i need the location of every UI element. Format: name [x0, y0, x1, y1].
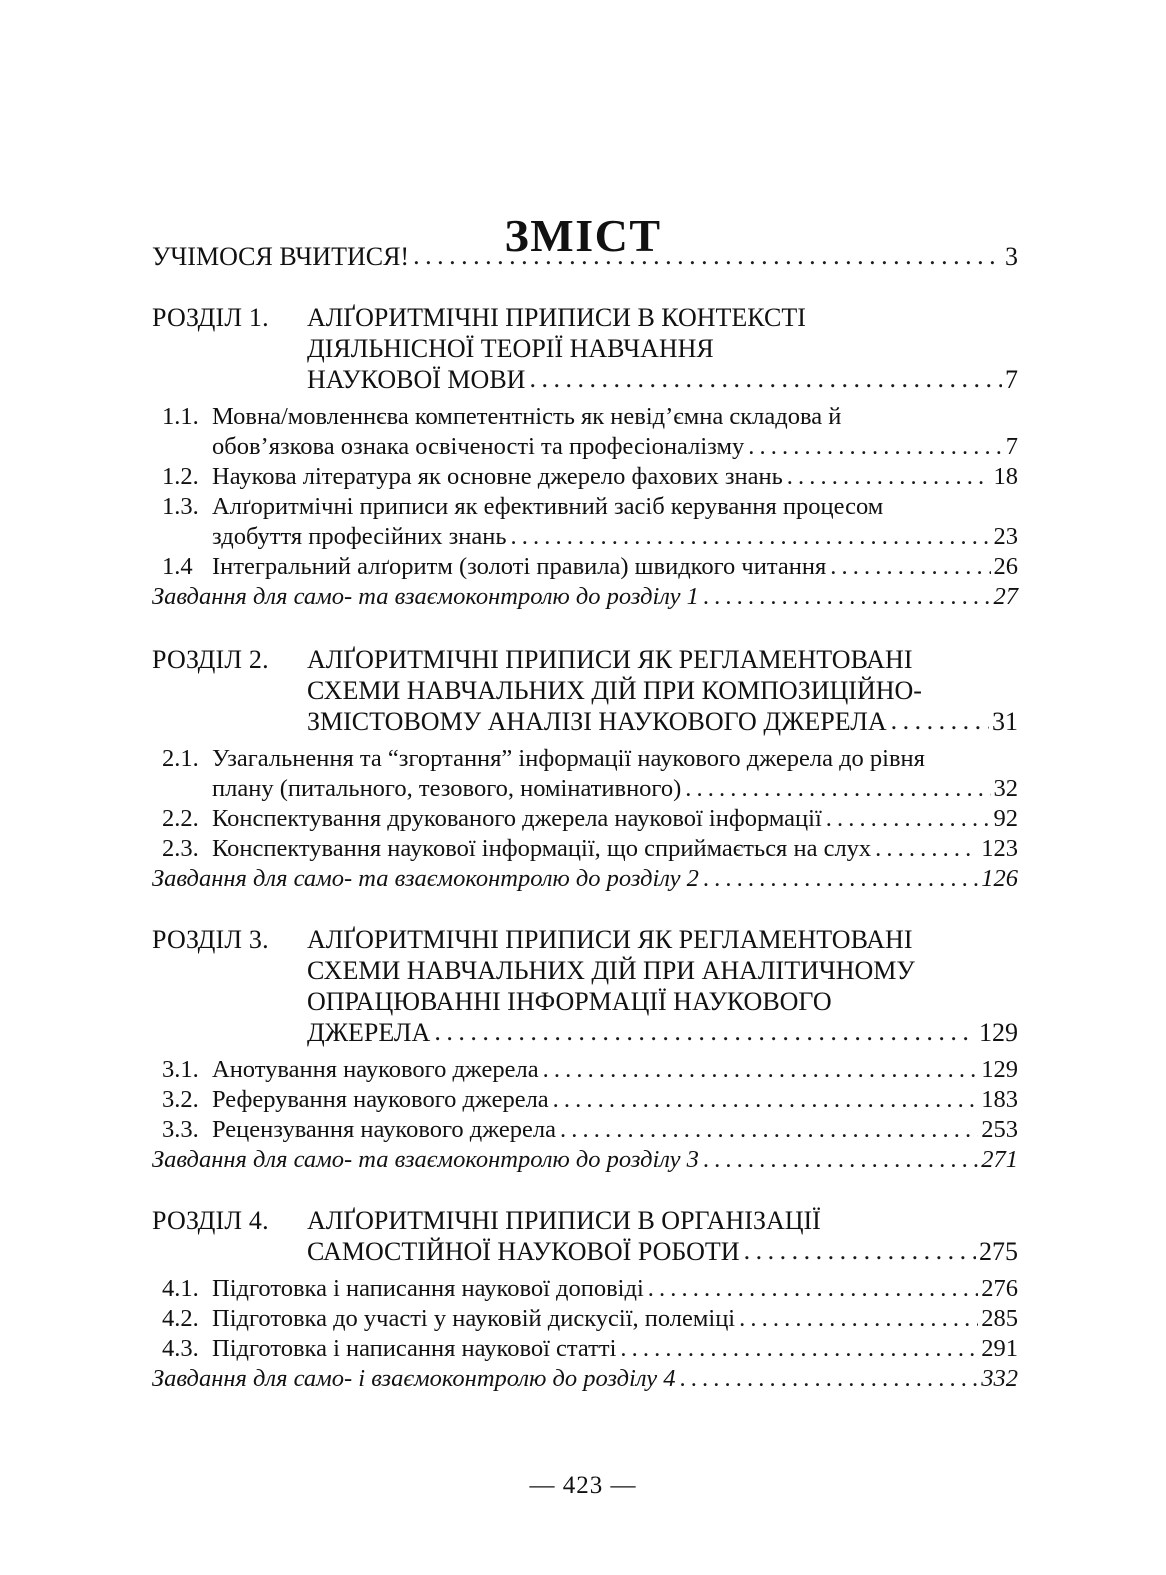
- section-body: [212, 1304, 1018, 1334]
- chapter-title: [307, 1205, 1018, 1267]
- section-number: 1.2.: [162, 463, 199, 490]
- dot-leader: [553, 1091, 979, 1116]
- section-title-line: [212, 1055, 1018, 1085]
- chapter-inner: [152, 644, 1018, 737]
- dot-leader: [739, 1310, 978, 1335]
- dot-leader: [703, 1151, 978, 1176]
- chapter-title: [307, 924, 1018, 1048]
- section-title-text: здобуття професійних знань: [212, 523, 507, 550]
- section-title-text: Підготовка і написання наукової доповіді: [212, 1275, 644, 1302]
- section-title-line: [212, 1274, 1018, 1304]
- toc-entry-section[interactable]: [152, 804, 1018, 834]
- control-task-page-number: 332: [981, 1365, 1018, 1392]
- chapter-title-text: ЗМІСТОВОМУ АНАЛІЗІ НАУКОВОГО ДЖЕРЕЛА: [307, 707, 887, 736]
- toc-entry-section[interactable]: [152, 402, 1018, 462]
- section-body: [212, 1055, 1018, 1085]
- section-page-number: 276: [981, 1275, 1018, 1302]
- toc-entry-section[interactable]: [152, 1334, 1018, 1364]
- toc-entry-control-task[interactable]: [152, 1145, 1018, 1175]
- chapter-title-line: [307, 1236, 1018, 1267]
- section-title-line: [212, 462, 1018, 492]
- section-title-line: [212, 432, 1018, 462]
- section-page-number: 129: [981, 1056, 1018, 1083]
- toc-entry-section[interactable]: [152, 1274, 1018, 1304]
- section-number: 4.3.: [162, 1335, 199, 1362]
- section-body: [212, 552, 1018, 582]
- section-body: [212, 1115, 1018, 1145]
- section-body: [212, 462, 1018, 492]
- chapter-page-number: 129: [979, 1018, 1018, 1047]
- chapter-title-line: АЛҐОРИТМІЧНІ ПРИПИСИ В КОНТЕКСТІ: [307, 303, 806, 332]
- chapter-title: [307, 644, 1018, 737]
- dot-leader: [560, 1121, 978, 1146]
- chapter-number: РОЗДІЛ 3.: [152, 925, 269, 954]
- toc-entry-section[interactable]: [152, 1085, 1018, 1115]
- section-body: [212, 804, 1018, 834]
- chapter-inner: [152, 302, 1018, 395]
- chapter-title-line: ОПРАЦЮВАННІ ІНФОРМАЦІЇ НАУКОВОГО: [307, 987, 832, 1016]
- toc-entry-section[interactable]: [152, 462, 1018, 492]
- section-list: [152, 744, 1018, 894]
- section-title-line: Мовна/мовленнєва компетентність як невід’ємна складова й: [212, 403, 842, 430]
- chapter-number: РОЗДІЛ 1.: [152, 303, 269, 332]
- dot-leader: [748, 438, 1002, 463]
- chapter-title-text: САМОСТІЙНОЇ НАУКОВОЇ РОБОТИ: [307, 1237, 740, 1266]
- section-page-number: 26: [993, 553, 1018, 580]
- dot-leader: [679, 1370, 978, 1395]
- front-matter-label: УЧІМОСЯ ВЧИТИСЯ!: [152, 242, 410, 271]
- section-page-number: 253: [981, 1116, 1018, 1143]
- section-number: 3.3.: [162, 1116, 199, 1143]
- dot-leader: [891, 711, 989, 737]
- control-task-page-number: 126: [981, 865, 1018, 892]
- chapter-title: [307, 302, 1018, 395]
- toc-entry-chapter[interactable]: [152, 1205, 1018, 1267]
- dot-leader: [413, 246, 1002, 272]
- toc-entry-chapter[interactable]: [152, 644, 1018, 737]
- chapter-inner: [152, 1205, 1018, 1267]
- section-number: 2.3.: [162, 835, 199, 862]
- control-task-page-number: 271: [981, 1146, 1018, 1173]
- section-title-text: Реферування наукового джерела: [212, 1086, 549, 1113]
- dot-leader: [685, 780, 990, 805]
- chapter-inner: [152, 924, 1018, 1048]
- section-title-line: [212, 834, 1018, 864]
- section-title-text: Рецензування наукового джерела: [212, 1116, 556, 1143]
- section-number: 3.1.: [162, 1056, 199, 1083]
- control-task-text: Завдання для само- та взаємоконтролю до розділу 1: [152, 583, 699, 610]
- section-page-number: 123: [981, 835, 1018, 862]
- section-page-number: 183: [981, 1086, 1018, 1113]
- chapter-title-line: СХЕМИ НАВЧАЛЬНИХ ДІЙ ПРИ КОМПОЗИЦІЙНО-: [307, 676, 922, 705]
- chapter-title-line: [307, 706, 1018, 737]
- chapter-number: РОЗДІЛ 4.: [152, 1206, 269, 1235]
- section-page-number: 7: [1005, 433, 1018, 460]
- section-title-text: Анотування наукового джерела: [212, 1056, 539, 1083]
- chapter-group: [152, 924, 1018, 1175]
- section-body: [212, 744, 1018, 804]
- dot-leader: [744, 1241, 976, 1267]
- dot-leader: [703, 870, 978, 895]
- section-body: [212, 402, 1018, 462]
- page-title: ЗМІСТ: [504, 209, 662, 261]
- section-list: [152, 1055, 1018, 1175]
- toc-entry-section[interactable]: [152, 552, 1018, 582]
- chapter-list: [152, 302, 1018, 1394]
- page-footer: — 423 —: [529, 1472, 637, 1499]
- toc-entry-control-task[interactable]: [152, 864, 1018, 894]
- table-of-contents: [152, 242, 1018, 1424]
- chapter-title-text: НАУКОВОЇ МОВИ: [307, 365, 526, 394]
- section-body: [212, 1334, 1018, 1364]
- section-title-line: [212, 804, 1018, 834]
- section-body: [212, 1274, 1018, 1304]
- control-task-text: Завдання для само- та взаємоконтролю до розділу 2: [152, 865, 699, 892]
- section-title-line: [212, 1085, 1018, 1115]
- section-number: 2.2.: [162, 805, 199, 832]
- chapter-title-line: АЛҐОРИТМІЧНІ ПРИПИСИ В ОРГАНІЗАЦІЇ: [307, 1206, 821, 1235]
- chapter-page-number: 7: [1005, 365, 1018, 394]
- section-number: 4.2.: [162, 1305, 199, 1332]
- dot-leader: [830, 558, 990, 583]
- section-number: 4.1.: [162, 1275, 199, 1302]
- section-title-line: [212, 1115, 1018, 1145]
- control-task-page-number: 27: [993, 583, 1018, 610]
- section-page-number: 285: [981, 1305, 1018, 1332]
- dot-leader: [875, 840, 978, 865]
- section-title-text: плану (питального, тезового, номінативного): [212, 775, 682, 802]
- section-title-text: Інтегральний алґоритм (золоті правила) швидкого читання: [212, 553, 827, 580]
- chapter-number: РОЗДІЛ 2.: [152, 645, 269, 674]
- chapter-title-line: ДІЯЛЬНІСНОЇ ТЕОРІЇ НАВЧАННЯ: [307, 334, 714, 363]
- chapter-title-text: ДЖЕРЕЛА: [307, 1018, 431, 1047]
- toc-entry-section[interactable]: [152, 1115, 1018, 1145]
- toc-entry-section[interactable]: [152, 834, 1018, 864]
- dot-leader: [648, 1280, 978, 1305]
- section-title-line: Алґоритмічні приписи як ефективний засіб керування процесом: [212, 493, 884, 520]
- control-task-text: Завдання для само- та взаємоконтролю до розділу 3: [152, 1146, 699, 1173]
- section-title-text: Конспектування друкованого джерела наукової інформації: [212, 805, 822, 832]
- section-title-text: Наукова література як основне джерело фахових знань: [212, 463, 783, 490]
- section-title-line: [212, 522, 1018, 552]
- section-title-line: [212, 1334, 1018, 1364]
- section-list: [152, 402, 1018, 612]
- dot-leader: [434, 1022, 976, 1048]
- section-title-line: [212, 1304, 1018, 1334]
- section-page-number: 18: [993, 463, 1018, 490]
- section-title-text: Конспектування наукової інформації, що сприймається на слух: [212, 835, 872, 862]
- section-page-number: 92: [993, 805, 1018, 832]
- dot-leader: [620, 1340, 978, 1365]
- toc-entry-section[interactable]: [152, 744, 1018, 804]
- dot-leader: [826, 810, 991, 835]
- section-number: 3.2.: [162, 1086, 199, 1113]
- chapter-group: [152, 1205, 1018, 1394]
- chapter-group: [152, 644, 1018, 894]
- control-task-text: Завдання для само- і взаємоконтролю до розділу 4: [152, 1365, 676, 1392]
- section-title-text: Підготовка і написання наукової статті: [212, 1335, 617, 1362]
- toc-entry-control-task[interactable]: [152, 1364, 1018, 1394]
- section-page-number: 291: [981, 1335, 1018, 1362]
- chapter-title-line: СХЕМИ НАВЧАЛЬНИХ ДІЙ ПРИ АНАЛІТИЧНОМУ: [307, 956, 915, 985]
- chapter-group: [152, 302, 1018, 612]
- section-number: 2.1.: [162, 745, 199, 772]
- toc-entry-section[interactable]: [152, 1304, 1018, 1334]
- dot-leader: [703, 588, 991, 613]
- section-list: [152, 1274, 1018, 1394]
- section-title-line: [212, 552, 1018, 582]
- toc-entry-front-matter[interactable]: [152, 242, 1018, 272]
- chapter-title-line: [307, 1017, 1018, 1048]
- section-page-number: 23: [993, 523, 1018, 550]
- section-page-number: 32: [993, 775, 1018, 802]
- dot-leader: [787, 468, 991, 493]
- section-title-text: обов’язкова ознака освіченості та професіоналізму: [212, 433, 745, 460]
- chapter-page-number: 31: [992, 707, 1018, 736]
- toc-entry-control-task[interactable]: [152, 582, 1018, 612]
- section-number: 1.4: [162, 553, 193, 580]
- dot-leader: [511, 528, 991, 553]
- section-title-line: [212, 774, 1018, 804]
- front-matter-page-number: 3: [1005, 242, 1018, 271]
- section-title-text: Підготовка до участі у науковій дискусії, полеміці: [212, 1305, 736, 1332]
- dot-leader: [543, 1061, 979, 1086]
- section-number: 1.1.: [162, 403, 199, 430]
- chapter-title-line: АЛҐОРИТМІЧНІ ПРИПИСИ ЯК РЕГЛАМЕНТОВАНІ: [307, 925, 913, 954]
- toc-entry-chapter[interactable]: [152, 924, 1018, 1048]
- chapter-page-number: 275: [979, 1237, 1018, 1266]
- toc-entry-chapter[interactable]: [152, 302, 1018, 395]
- section-body: [212, 1085, 1018, 1115]
- section-body: [212, 492, 1018, 552]
- chapter-title-line: [307, 364, 1018, 395]
- toc-entry-section[interactable]: [152, 1055, 1018, 1085]
- chapter-title-line: АЛҐОРИТМІЧНІ ПРИПИСИ ЯК РЕГЛАМЕНТОВАНІ: [307, 645, 913, 674]
- dot-leader: [529, 369, 1002, 395]
- section-body: [212, 834, 1018, 864]
- section-title-line: Узагальнення та “згортання” інформації наукового джерела до рівня: [212, 745, 925, 772]
- section-number: 1.3.: [162, 493, 199, 520]
- toc-entry-section[interactable]: [152, 492, 1018, 552]
